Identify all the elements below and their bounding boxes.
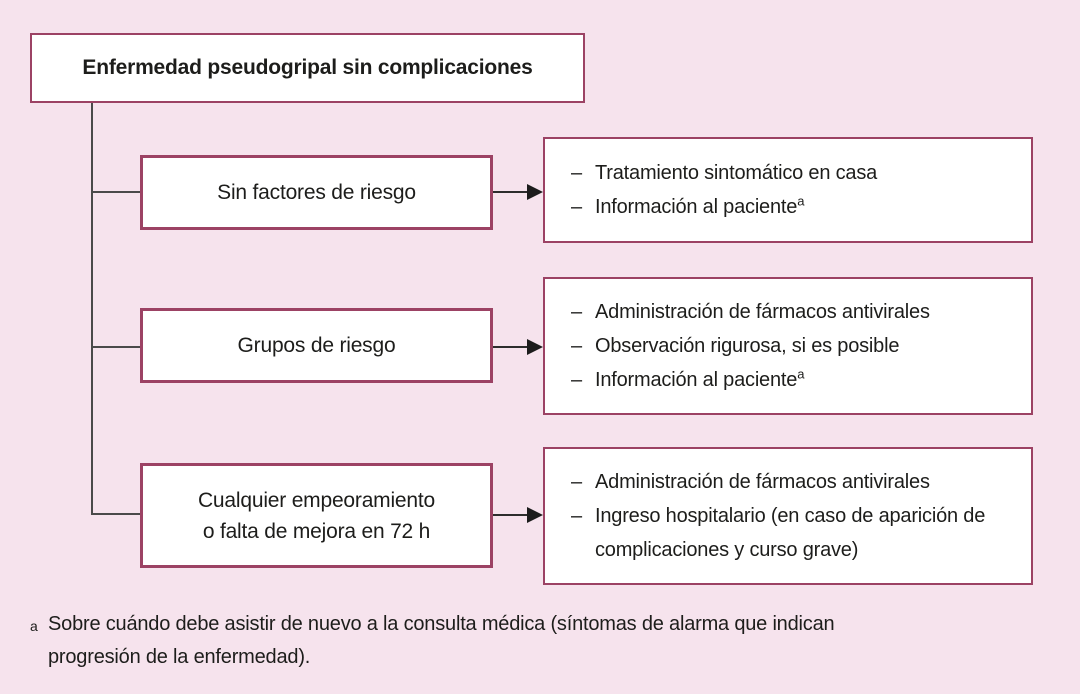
dash-marker: –	[571, 335, 582, 357]
outcome-item	[571, 465, 1011, 499]
condition-label: Grupos de riesgo	[237, 334, 396, 357]
footnote-ref: a	[797, 366, 805, 382]
outcome-box-row3	[543, 447, 1033, 585]
outcome-item	[571, 363, 1011, 397]
arrow-line-row3	[493, 514, 529, 516]
arrow-line-row1	[493, 191, 529, 193]
dash-marker: –	[571, 471, 582, 493]
condition-box-row1	[140, 155, 493, 230]
footnote	[30, 608, 930, 674]
outcome-text: Ingreso hospitalario (en caso de aparición de complicaciones y curso grave)	[595, 505, 986, 561]
outcome-item	[571, 156, 1011, 190]
outcome-text: Observación rigurosa, si es posible	[595, 335, 900, 357]
condition-label-line1: Cualquier empeoramiento	[197, 488, 436, 512]
footnote-marker: a	[30, 618, 38, 634]
outcome-text: Administración de fármacos antivirales	[595, 301, 930, 323]
dash-marker: –	[571, 196, 582, 218]
footnote-text: Sobre cuándo debe asistir de nuevo a la consulta médica (síntomas de alarma que indican progresión de la enfermedad).	[48, 613, 835, 668]
condition-box-row3	[140, 463, 493, 568]
arrow-right-icon	[527, 507, 543, 523]
page-title: Enfermedad pseudogripal sin complicaciones	[82, 56, 533, 79]
outcome-text: Administración de fármacos antivirales	[595, 471, 930, 493]
arrow-right-icon	[527, 184, 543, 200]
dash-marker: –	[571, 369, 582, 391]
row1-connector-line	[91, 191, 140, 193]
condition-box-row2	[140, 308, 493, 383]
footnote-ref: a	[797, 193, 805, 209]
dash-marker: –	[571, 505, 582, 527]
dash-marker: –	[571, 301, 582, 323]
row2-connector-line	[91, 346, 140, 348]
condition-label-line2: o falta de mejora en 72 h	[202, 519, 431, 543]
outcome-text: Información al paciente	[595, 196, 798, 218]
outcome-box-row2	[543, 277, 1033, 415]
outcome-text: Información al paciente	[595, 369, 798, 391]
row3-connector-line	[91, 513, 140, 515]
outcome-item	[571, 190, 1011, 224]
title-box	[30, 33, 585, 103]
outcome-box-row1	[543, 137, 1033, 243]
arrow-line-row2	[493, 346, 529, 348]
arrow-right-icon	[527, 339, 543, 355]
outcome-item	[571, 295, 1011, 329]
condition-label: Sin factores de riesgo	[217, 181, 416, 204]
outcome-item	[571, 329, 1011, 363]
outcome-text: Tratamiento sintomático en casa	[595, 162, 878, 184]
dash-marker: –	[571, 162, 582, 184]
outcome-item	[571, 499, 1011, 567]
vertical-connector-line	[91, 103, 93, 514]
